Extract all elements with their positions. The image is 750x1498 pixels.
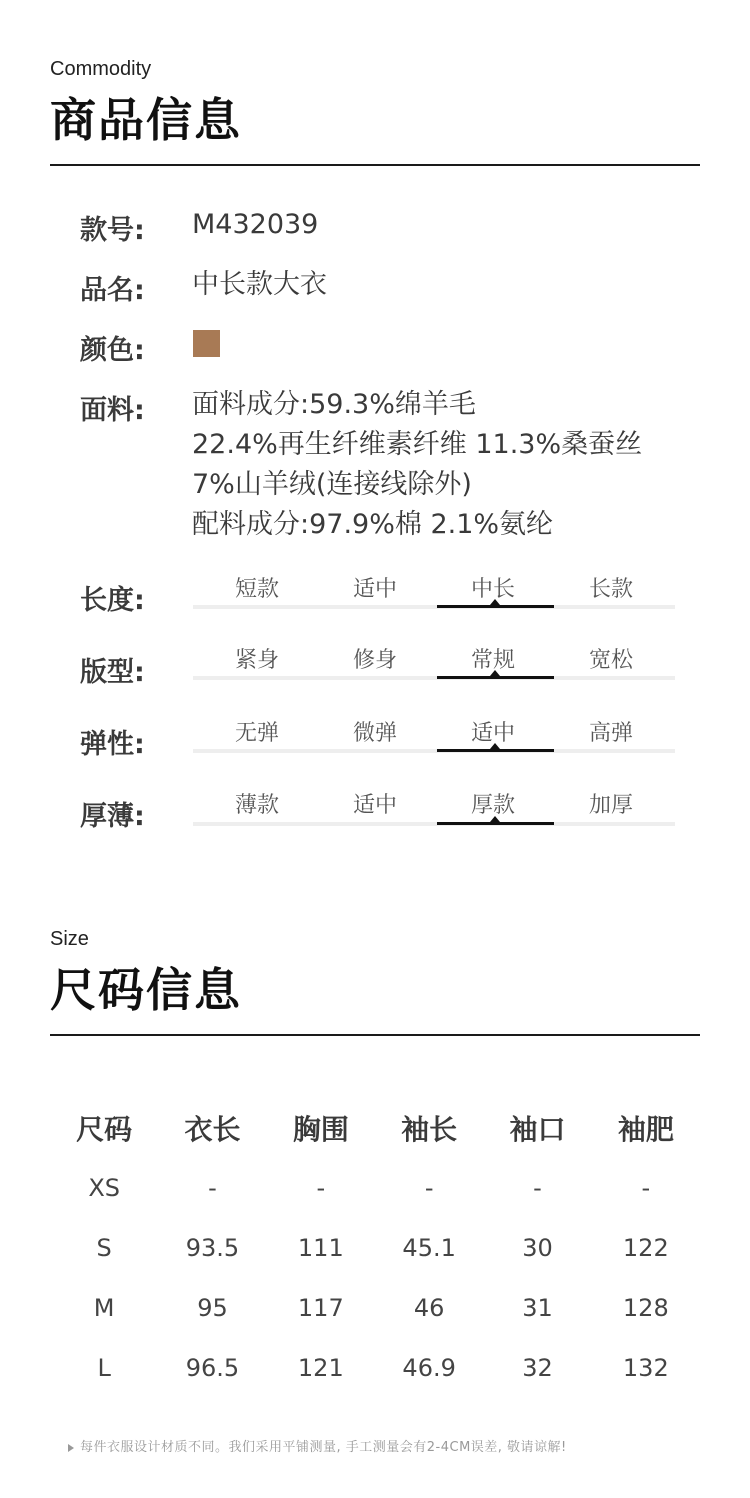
- fabric-line: 面料成分:59.3%绵羊毛: [192, 389, 476, 420]
- chest-cell: -: [316, 1174, 326, 1202]
- fabric-composition: [192, 385, 642, 545]
- color-swatch: [193, 330, 220, 357]
- style-number-label: 款号:: [80, 215, 145, 246]
- length-cell: 93.5: [185, 1234, 240, 1262]
- length-cell: 95: [197, 1294, 228, 1322]
- thickness-option-selected: 厚款: [470, 793, 515, 818]
- fit-option-selected: 常规: [470, 648, 515, 673]
- column-header: 胸围: [292, 1113, 349, 1146]
- length-selected-marker: [437, 605, 554, 608]
- chest-cell: 117: [297, 1294, 344, 1322]
- length-label: 长度:: [80, 585, 145, 616]
- sleeve-width-cell: 132: [622, 1354, 669, 1382]
- size-cell: XS: [88, 1174, 120, 1202]
- length-track: [193, 605, 675, 609]
- sleeve-width-cell: 128: [622, 1294, 669, 1322]
- size-table-header: [50, 1098, 700, 1158]
- thickness-label: 厚薄:: [80, 801, 145, 832]
- sleeve-length-cell: -: [424, 1174, 434, 1202]
- commodity-title-en: Commodity: [50, 58, 152, 80]
- sleeve-width-cell: 122: [622, 1234, 669, 1262]
- column-header: 袖肥: [617, 1113, 674, 1146]
- sleeve-width-cell: -: [641, 1174, 651, 1202]
- size-title-en: Size: [50, 928, 89, 950]
- fit-option: 宽松: [588, 648, 633, 673]
- measurement-note-text: 每件衣服设计材质不同。我们采用平铺测量, 手工测量会有2-4CM误差, 敬请谅解!: [80, 1440, 567, 1455]
- fit-track: [193, 676, 675, 680]
- length-option: 适中: [352, 577, 397, 602]
- elasticity-selected-marker: [437, 749, 554, 752]
- triangle-right-icon: [68, 1444, 74, 1452]
- elasticity-option-selected: 适中: [470, 721, 515, 746]
- elasticity-option: 高弹: [588, 721, 633, 746]
- elasticity-label: 弹性:: [80, 729, 145, 760]
- column-header: 衣长: [184, 1113, 241, 1146]
- fit-label: 版型:: [80, 657, 145, 688]
- length-option: 长款: [588, 577, 633, 602]
- length-option: 短款: [234, 577, 279, 602]
- elasticity-option: 微弹: [352, 721, 397, 746]
- sleeve-length-cell: 45.1: [402, 1234, 456, 1262]
- size-title: 尺码信息: [50, 963, 242, 1017]
- size-cell: M: [93, 1294, 115, 1322]
- style-number-value: M432039: [192, 209, 319, 240]
- length-cell: 96.5: [185, 1354, 240, 1382]
- commodity-divider: [50, 164, 700, 166]
- thickness-selected-marker: [437, 822, 554, 825]
- fabric-label: 面料:: [80, 395, 145, 426]
- table-row: [50, 1338, 700, 1398]
- column-header: 袖口: [509, 1113, 566, 1146]
- length-option-selected: 中长: [470, 577, 515, 602]
- size-cell: S: [96, 1234, 112, 1262]
- size-divider: [50, 1034, 700, 1036]
- product-name-label: 品名:: [80, 275, 145, 306]
- fabric-line: 配料成分:97.9%棉 2.1%氨纶: [192, 509, 554, 540]
- chest-cell: 111: [297, 1234, 344, 1262]
- thickness-option: 薄款: [234, 793, 279, 818]
- cuff-cell: 30: [522, 1234, 553, 1262]
- fit-option: 紧身: [234, 648, 279, 673]
- thickness-option: 适中: [352, 793, 397, 818]
- cuff-cell: 32: [522, 1354, 553, 1382]
- measurement-note: [68, 1436, 567, 1455]
- elasticity-option: 无弹: [234, 721, 279, 746]
- color-label: 颜色:: [80, 335, 145, 366]
- column-header: 尺码: [76, 1113, 133, 1146]
- product-name-value: 中长款大衣: [192, 269, 327, 300]
- elasticity-track: [193, 749, 675, 753]
- thickness-track: [193, 822, 675, 826]
- commodity-title: 商品信息: [50, 93, 242, 147]
- length-cell: -: [208, 1174, 217, 1202]
- cuff-cell: -: [533, 1174, 542, 1202]
- column-header: 袖长: [401, 1113, 458, 1146]
- table-row: [50, 1218, 700, 1278]
- fabric-line: 22.4%再生纤维素纤维 11.3%桑蚕丝: [192, 429, 643, 460]
- size-table: [50, 1098, 700, 1398]
- chest-cell: 121: [297, 1354, 344, 1382]
- table-row: [50, 1278, 700, 1338]
- thickness-option: 加厚: [588, 793, 633, 818]
- sleeve-length-cell: 46.9: [402, 1354, 456, 1382]
- size-cell: L: [97, 1354, 111, 1382]
- fit-selected-marker: [437, 676, 554, 679]
- fit-option: 修身: [352, 648, 397, 673]
- fabric-line: 7%山羊绒(连接线除外): [192, 469, 472, 500]
- table-row: [50, 1158, 700, 1218]
- sleeve-length-cell: 46: [413, 1294, 445, 1322]
- cuff-cell: 31: [522, 1294, 553, 1322]
